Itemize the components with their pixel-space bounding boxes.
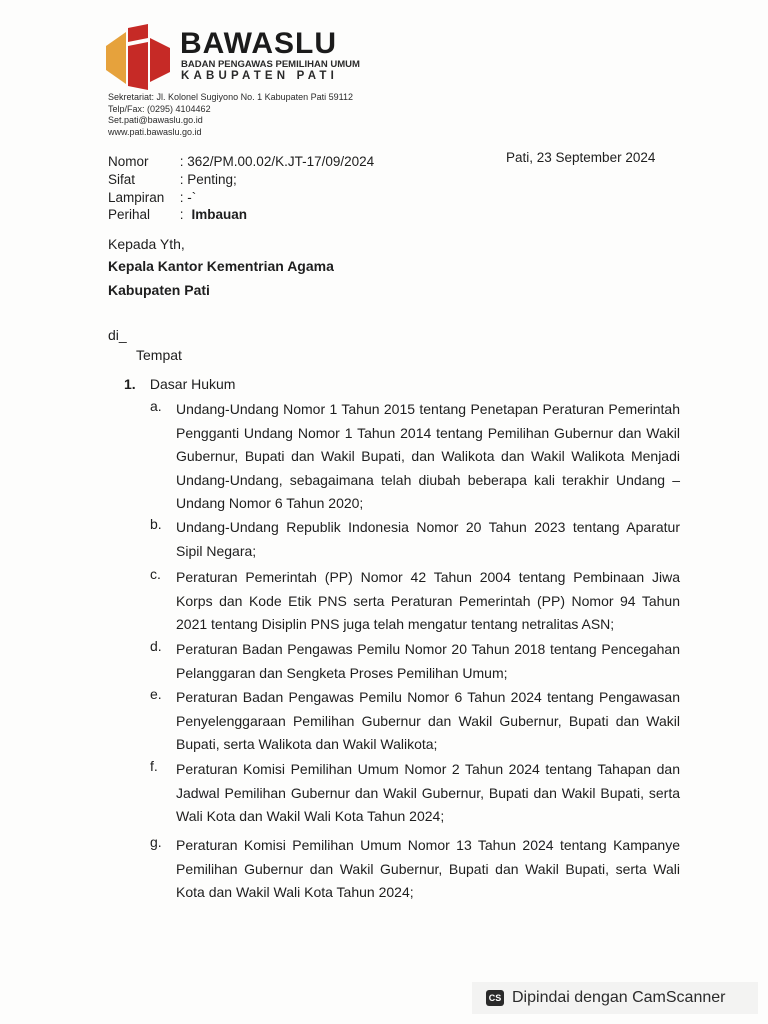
list-item-text: Peraturan Pemerintah (PP) Nomor 42 Tahun 2004 tentang Pembinaan Jiwa Korps dan Kode Etik PNS serta Peraturan Pemerintah (PP) Nomor 94 Tahun 2021 tentang Disiplin PNS juga telah mengatur tentang netralitas ASN; (176, 569, 680, 632)
list-item (150, 686, 680, 757)
meta-lampiran (108, 189, 196, 207)
list-item (150, 638, 680, 685)
contact-address: Sekretariat: Jl. Kolonel Sugiyono No. 1 Kabupaten Pati 59112 (108, 92, 353, 102)
list-item-text: Peraturan Komisi Pemilihan Umum Nomor 13 Tahun 2024 tentang Kampanye Pemilihan Gubernur dan Wakil Gubernur, Bupati dan Wakil Bupati, serta Wali Kota dan Wakil Wali Kota Tahun 2024; (176, 837, 680, 900)
list-item-text: Peraturan Badan Pengawas Pemilu Nomor 6 Tahun 2024 tentang Pengawasan Penyelenggaraan Pemilihan Gubernur dan Wakil Gubernur, Bupati dan Wakil Bupati, serta Walikota dan Wakil Walikota; (176, 689, 680, 752)
bawaslu-logo-icon (104, 24, 174, 92)
contact-website: www.pati.bawaslu.go.id (108, 126, 202, 137)
sifat-value: : Penting; (179, 172, 237, 187)
list-item-text: Undang-Undang Nomor 1 Tahun 2015 tentang Penetapan Peraturan Pemerintah Pengganti Undang Nomor 1 Tahun 2014 tentang Pemilihan Gubernur dan Wakil Gubernur, Bupati dan Wakil Bupati, dan Walikota dan Wakil Walikota Menjadi Undang-Undang, sebagaimana telah diubah beberapa kali terakhir Undang – Undang Nomor 6 Tahun 2020; (176, 401, 680, 511)
lampiran-label: Lampiran (108, 190, 165, 205)
meta-nomor (108, 153, 374, 171)
contact-block (108, 92, 353, 138)
camscanner-watermark (472, 982, 758, 1014)
section-number: 1. (124, 376, 136, 392)
meta-perihal (108, 206, 247, 224)
org-name: BAWASLU (180, 27, 337, 60)
list-item-letter: a. (150, 398, 162, 414)
list-item-text: Peraturan Komisi Pemilihan Umum Nomor 2 Tahun 2024 tentang Tahapan dan Jadwal Pemilihan Gubernur dan Wakil Gubernur, Bupati dan Wakil Bupati, serta Wali Kota dan Wakil Wali Kota Tahun 2024; (176, 761, 680, 824)
recipient-greeting: Kepada Yth, (108, 236, 185, 252)
list-item-letter: c. (150, 566, 161, 582)
list-item (150, 516, 680, 563)
contact-email: Set.pati@bawaslu.go.id (108, 115, 203, 125)
list-item-text: Undang-Undang Republik Indonesia Nomor 20 Tahun 2023 tentang Aparatur Sipil Negara; (176, 519, 680, 559)
list-item-letter: d. (150, 638, 162, 654)
section-heading (124, 375, 235, 393)
org-full-name: BADAN PENGAWAS PEMILIHAN UMUM (181, 59, 360, 70)
perihal-separator: : (179, 207, 184, 222)
camscanner-text: Dipindai dengan CamScanner (512, 989, 726, 1006)
nomor-label: Nomor (108, 154, 149, 169)
letter-date: Pati, 23 September 2024 (506, 150, 656, 165)
list-item-letter: f. (150, 758, 158, 774)
nomor-value: : 362/PM.00.02/K.JT-17/09/2024 (179, 154, 375, 169)
list-item-letter: g. (150, 834, 162, 850)
recipient-line-1: Kepala Kantor Kementrian Agama (108, 258, 334, 274)
list-item (150, 566, 680, 637)
recipient-line-2: Kabupaten Pati (108, 282, 210, 298)
contact-phone: Telp/Fax: (0295) 4104462 (108, 103, 211, 114)
list-item (150, 758, 680, 829)
recipient-tempat: Tempat (136, 347, 182, 363)
list-item-letter: b. (150, 516, 162, 532)
perihal-value: Imbauan (191, 207, 248, 222)
list-item-text: Peraturan Badan Pengawas Pemilu Nomor 20 Tahun 2018 tentang Pencegahan Pelanggaran dan Sengketa Proses Pemilihan Umum; (176, 641, 680, 681)
sifat-label: Sifat (108, 172, 136, 187)
org-region: KABUPATEN PATI (181, 70, 338, 82)
perihal-label: Perihal (108, 207, 151, 222)
list-item (150, 398, 680, 516)
section-title: Dasar Hukum (149, 376, 236, 392)
list-item-letter: e. (150, 686, 162, 702)
camscanner-icon: CS (486, 990, 504, 1006)
lampiran-value: : -` (179, 190, 197, 205)
recipient-di: di_ (108, 327, 127, 343)
list-item (150, 834, 680, 905)
meta-sifat (108, 171, 237, 189)
